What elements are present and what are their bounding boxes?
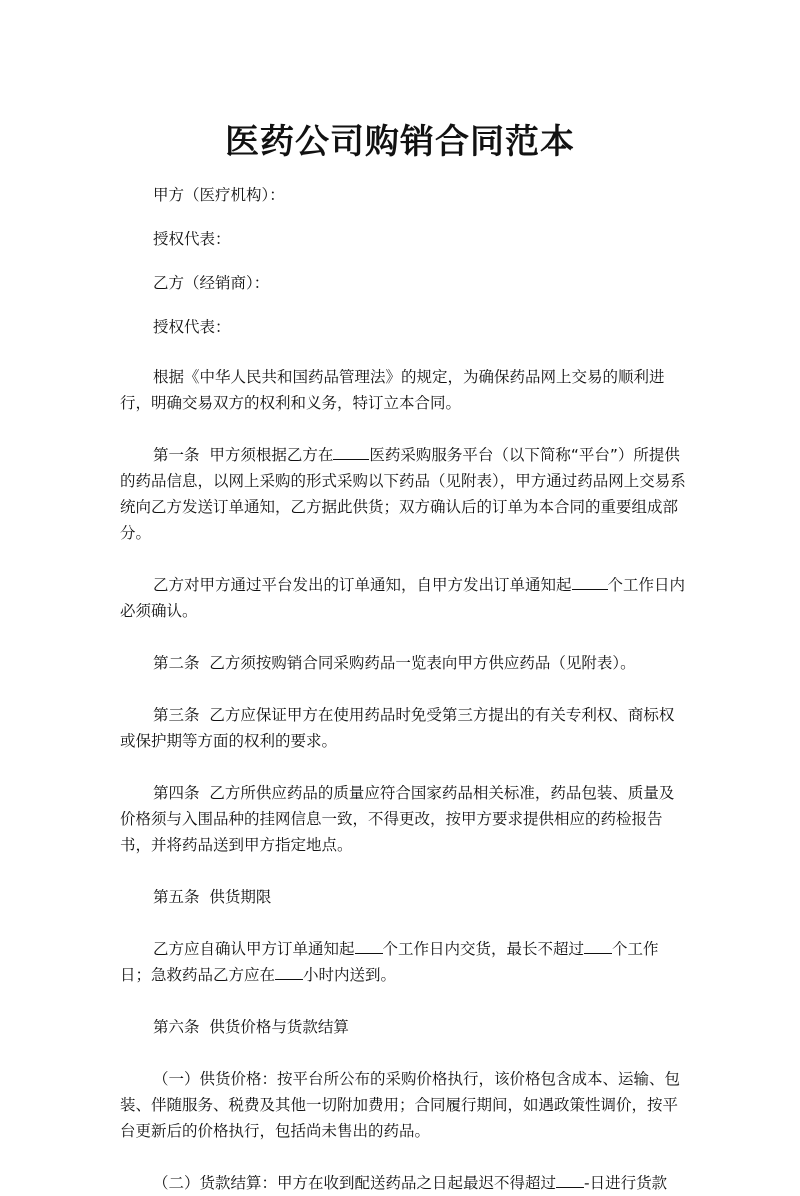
document-body (120, 182, 686, 1196)
article-6-item-2-paragraph (120, 1170, 686, 1196)
confirmation-days-blank[interactable] (572, 574, 608, 590)
article-6-heading: 第六条 供货价格与货款结算 (153, 1018, 349, 1036)
emergency-hours-blank[interactable] (275, 964, 303, 980)
article-5-paragraph (120, 936, 686, 988)
article-2-paragraph: 第二条 乙方须按购销合同采购药品一览表向甲方供应药品（见附表）。 (153, 654, 636, 672)
document-title: 医药公司购销合同范本 (225, 122, 575, 162)
article-4-paragraph: 第四条 乙方所供应药品的质量应符合国家药品相关标准，药品包装、质量及价格须与入围品种的挂网信息一致，不得更改，按甲方要求提供相应的药检报告书，并将药品送到甲方指定地点。 (120, 784, 675, 854)
article-6-item-2-text-start: （二）货款结算：甲方在收到配送药品之日起最迟不得超过 (153, 1174, 557, 1192)
platform-name-blank[interactable] (333, 444, 369, 460)
party-b-representative-label: 授权代表： (153, 318, 231, 336)
article-6-item-2-text-end: -日进行货款 (584, 1174, 668, 1192)
article-3-paragraph: 第三条 乙方应保证甲方在使用药品时免受第三方提出的有关专利权、商标权或保护期等方面的权利的要求。 (120, 706, 675, 750)
order-confirmation-paragraph (120, 572, 686, 624)
article-1-paragraph (120, 442, 686, 546)
party-a-label: 甲方（医疗机构）： (153, 186, 285, 204)
order-confirmation-text-start: 乙方对甲方通过平台发出的订单通知，自甲方发出订单通知起 (153, 576, 572, 594)
article-6-item-1-paragraph: （一）供货价格：按平台所公布的采购价格执行，该价格包含成本、运输、包装、伴随服务、税费及其他一切附加费用；合同履行期间，如遇政策性调价，按平台更新后的价格执行，包括尚未售出的药品。 (120, 1070, 681, 1140)
article-1-text-end: 医药采购服务平台（以下简称“平台”）所提供的药品信息，以网上采购的形式采购以下药品（见附表），甲方通过药品网上交易系统向乙方发送订单通知，乙方据此供货；双方确认后的订单为本合同的重要组成部分。 (120, 446, 686, 542)
party-b-label: 乙方（经销商）： (153, 274, 270, 292)
order-confirmation-text-end: 个工作日内必须确认。 (120, 576, 686, 620)
article-5-text-4: 小时内送到。 (303, 966, 397, 984)
party-a-representative-label: 授权代表： (153, 230, 231, 248)
max-delivery-days-blank[interactable] (584, 938, 612, 954)
preamble-paragraph (120, 364, 686, 416)
payment-days-blank[interactable] (556, 1172, 584, 1188)
article-5-text-2: 个工作日内交货，最长不超过 (382, 940, 585, 958)
article-5-text-1: 乙方应自确认甲方订单通知起 (153, 940, 355, 958)
delivery-days-blank[interactable] (355, 938, 383, 954)
article-1-text-start: 第一条 甲方须根据乙方在 (153, 446, 334, 464)
article-5-heading: 第五条 供货期限 (153, 888, 272, 906)
article-5-text-3: 个工作日；急救药品乙方应在 (120, 940, 659, 984)
preamble-text: 根据《中华人民共和国药品管理法》的规定，为确保药品网上交易的顺利进行，明确交易双方的权利和义务，特订立本合同。 (120, 368, 665, 412)
